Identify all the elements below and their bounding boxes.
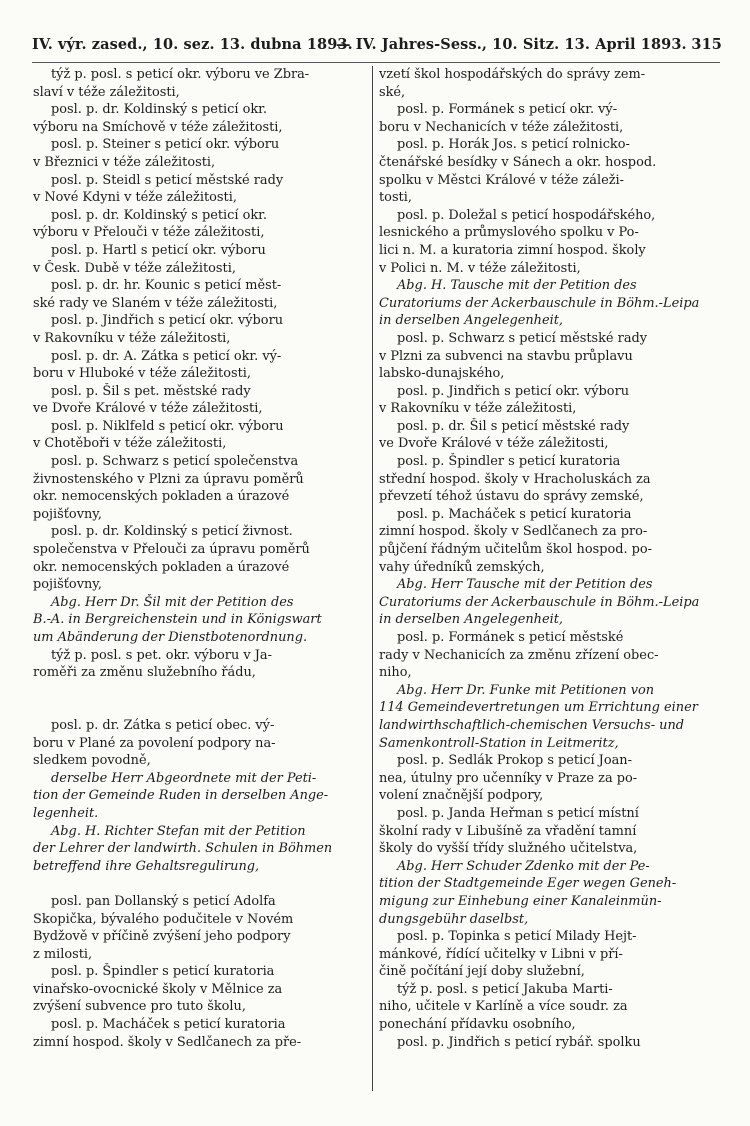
text-line: posl. p. Formánek s peticí okr. vý-	[397, 102, 618, 118]
text-line: Skopička, bývalého podučitele v Novém	[33, 911, 294, 927]
text-line: výboru v Přelouči v téže záležitosti,	[33, 225, 265, 241]
text-line: 114 Gemeindevertretungen um Errichtung einer	[379, 700, 698, 716]
text-line: ské rady ve Slaném v téže záležitosti,	[33, 295, 278, 311]
text-line: střední hospod. školy v Hracholuskách za	[379, 471, 651, 487]
text-line: posl. p. Horák Jos. s peticí rolnicko-	[397, 137, 630, 153]
text-line: společenstva v Přelouči za úpravu poměrů	[33, 542, 310, 558]
text-line: spolku v Městci Králové v téže záleži-	[379, 172, 624, 188]
text-line: pojišťovny,	[33, 577, 102, 593]
text-line: okr. nemocenských pokladen a úrazové	[33, 489, 290, 505]
column-divider	[372, 66, 373, 1091]
text-line: posl. pan Dollanský s peticí Adolfa	[51, 893, 276, 909]
text-line: der Lehrer der landwirth. Schulen in Böhmen	[33, 841, 333, 857]
text-line: um Abänderung der Dienstbotenordnung.	[33, 630, 308, 645]
text-line: v Rakovníku v téže záležitosti,	[33, 330, 231, 346]
text-line: tion der Gemeinde Ruden in derselben Ange-	[33, 788, 329, 804]
text-line: z milosti,	[33, 946, 93, 962]
text-line: v Rakovníku v téže záležitosti,	[379, 401, 577, 417]
text-line: posl. p. Jindřich s peticí okr. výboru	[51, 313, 284, 329]
text-line: výboru na Smíchově v téže záležitosti,	[33, 119, 283, 135]
text-line: v Česk. Dubě v téže záležitosti,	[33, 260, 236, 276]
text-line: Curatoriums der Ackerbauschule in Böhm.-Leipa	[379, 295, 700, 311]
text-line: posl. p. dr. Zátka s peticí obec. vý-	[51, 717, 275, 733]
text-line: Abg. Herr Tausche mit der Petition des	[397, 577, 653, 593]
left-column	[33, 66, 363, 1051]
text-line: školní rady v Libušíně za vřadění tamní	[379, 823, 637, 839]
text-line: posl. p. Macháček s peticí kuratoria	[397, 506, 632, 522]
text-line: niho, učitele v Karlíně a více soudr. za	[379, 999, 628, 1015]
text-line: vinařsko-ovocnické školy v Mělnice za	[33, 981, 283, 997]
text-line: posl. p. Jindřich s peticí okr. výboru	[397, 383, 630, 399]
text-line: legenheit.	[33, 805, 99, 821]
text-line: školy do vyšší třídy služného učitelstva,	[379, 841, 638, 857]
header-rule	[32, 62, 720, 63]
text-line: posl. p. dr. Koldinský s peticí živnost.	[51, 524, 293, 540]
text-line: roměři za změnu služebního řádu,	[33, 665, 256, 681]
text-line: čtenářské besídky v Sánech a okr. hospod.	[379, 154, 657, 170]
text-line: labsko-dunajského,	[379, 366, 505, 382]
text-line: posl. p. Steiner s peticí okr. výboru	[51, 137, 280, 153]
text-line: zimní hospod. školy v Sedlčanech za pro-	[379, 524, 648, 540]
text-line: ve Dvoře Králové v téže záležitosti,	[379, 436, 609, 452]
text-line: pojišťovny,	[33, 506, 102, 522]
text-line: posl. p. dr. Šil s peticí městské rady	[397, 418, 630, 434]
text-line: posl. p. Hartl s peticí okr. výboru	[51, 242, 266, 258]
text-line: posl. p. dr. hr. Kounic s peticí měst-	[51, 278, 282, 294]
text-line: v Březnici v téže záležitosti,	[33, 154, 216, 170]
text-line: posl. p. Niklfeld s peticí okr. výboru	[51, 418, 284, 434]
text-line: boru v Hluboké v téže záležitosti,	[33, 366, 251, 382]
text-line: betreffend ihre Gehaltsregulirung,	[33, 858, 260, 874]
text-line: tosti,	[379, 190, 412, 206]
text-line: boru v Plané za povolení podpory na-	[33, 735, 276, 751]
text-line: posl. p. dr. Koldinský s peticí okr.	[51, 207, 267, 223]
text-line: vahy úředníků zemských,	[379, 559, 545, 575]
text-line: Abg. H. Tausche mit der Petition des	[397, 278, 637, 294]
text-line: týž p. posl. s peticí Jakuba Marti-	[397, 981, 613, 997]
text-line: dungsgebühr daselbst,	[379, 911, 529, 927]
text-line: Samenkontroll-Station in Leitmeritz,	[379, 735, 619, 751]
text-line: v Chotěboři v téže záležitosti,	[33, 436, 227, 452]
text-line: převzetí téhož ústavu do správy zemské,	[379, 489, 644, 505]
text-line: posl. p. Schwarz s peticí městské rady	[397, 330, 648, 346]
text-line: derselbe Herr Abgeordnete mit der Peti-	[51, 770, 317, 786]
header-czech-session: IV. výr. zased., 10. sez. 13. dubna 1893.	[32, 36, 353, 53]
text-line: posl. p. Macháček s peticí kuratoria	[51, 1017, 286, 1033]
text-line: volení značnější podpory,	[379, 788, 544, 804]
text-line: migung zur Einhebung einer Kanaleinmün-	[379, 893, 662, 909]
text-line: vzetí škol hospodářských do správy zem-	[379, 67, 646, 82]
text-line: posl. p. Formánek s peticí městské	[397, 630, 624, 645]
text-line: rady v Nechanicích za změnu zřízení obec-	[379, 647, 659, 663]
text-line: posl. p. Topinka s peticí Milady Hejt-	[397, 929, 637, 945]
text-line: týž p. posl. s peticí okr. výboru ve Zbra-	[51, 67, 310, 82]
text-line: Abg. Herr Dr. Šil mit der Petition des	[51, 594, 294, 610]
text-line: posl. p. Sedlák Prokop s peticí Joan-	[397, 753, 632, 769]
text-line: landwirthschaftlich-chemischen Versuchs- und	[379, 717, 684, 733]
text-line: Curatoriums der Ackerbauschule in Böhm.-Leipa	[379, 594, 700, 610]
text-line: posl. p. Šil s pet. městské rady	[51, 383, 251, 399]
text-line: nea, útulny pro učenníky v Praze za po-	[379, 770, 638, 786]
text-line: v Polici n. M. v téže záležitosti,	[379, 260, 581, 276]
text-line: Bydžově v příčině zvýšení jeho podpory	[33, 929, 291, 945]
text-line: tition der Stadtgemeinde Eger wegen Geneh-	[379, 876, 677, 892]
text-line: posl. p. dr. Koldinský s peticí okr.	[51, 102, 267, 118]
text-line: posl. p. dr. A. Zátka s peticí okr. vý-	[51, 348, 282, 364]
text-line: lici n. M. a kuratoria zimní hospod. školy	[379, 242, 646, 258]
text-line: mánkové, řídící učitelky v Libni v pří-	[379, 946, 623, 962]
text-line: boru v Nechanicích v téže záležitosti,	[379, 119, 624, 135]
text-line	[33, 875, 363, 893]
text-line: okr. nemocenských pokladen a úrazové	[33, 559, 290, 575]
text-line: zvýšení subvence pro tuto školu,	[33, 999, 246, 1015]
text-line: in derselben Angelegenheit,	[379, 612, 563, 628]
text-line: čině počítání její doby služební,	[379, 964, 585, 980]
text-line: niho,	[379, 665, 412, 681]
text-line: posl. p. Janda Heřman s peticí místní	[397, 805, 639, 821]
text-line: v Plzni za subvenci na stavbu průplavu	[379, 348, 633, 364]
text-line: posl. p. Špindler s peticí kuratoria	[397, 454, 621, 470]
text-line: slaví v téže záležitosti,	[33, 84, 180, 100]
text-line: posl. p. Steidl s peticí městské rady	[51, 172, 284, 188]
page-number: 315	[691, 36, 722, 53]
text-line: týž p. posl. s pet. okr. výboru v Ja-	[51, 647, 272, 663]
text-line: in derselben Angelegenheit,	[379, 313, 563, 329]
text-line: zimní hospod. školy v Sedlčanech za pře-	[33, 1034, 302, 1050]
text-line: posl. p. Jindřich s peticí rybář. spolku	[397, 1034, 641, 1050]
text-line: posl. p. Doležal s peticí hospodářského,	[397, 207, 656, 223]
text-line: v Nové Kdyni v téže záležitosti,	[33, 190, 237, 206]
text-line: ve Dvoře Králové v téže záležitosti,	[33, 401, 263, 417]
text-line: posl. p. Špindler s peticí kuratoria	[51, 964, 275, 980]
text-line	[33, 682, 363, 700]
text-line: lesnického a průmyslového spolku v Po-	[379, 225, 639, 241]
text-line	[33, 699, 363, 717]
header-german-session: — IV. Jahres-Sess., 10. Sitz. 13. April 1893.	[336, 36, 687, 53]
text-line: sledkem povodně,	[33, 753, 151, 769]
text-line: B.-A. in Bergreichenstein und in Königswart	[33, 612, 322, 628]
text-line: živnostenského v Plzni za úpravu poměrů	[33, 471, 304, 487]
text-line: ské,	[379, 84, 406, 100]
right-column	[379, 66, 717, 1051]
text-line: Abg. Herr Schuder Zdenko mit der Pe-	[397, 858, 650, 874]
text-line: Abg. H. Richter Stefan mit der Petition	[51, 823, 306, 839]
text-line: posl. p. Schwarz s peticí společenstva	[51, 454, 299, 470]
running-header	[32, 36, 722, 58]
text-line: půjčení řádným učitelům škol hospod. po-	[379, 542, 653, 558]
text-line: ponechání přídavku osobního,	[379, 1017, 576, 1033]
text-line: Abg. Herr Dr. Funke mit Petitionen von	[397, 682, 655, 698]
